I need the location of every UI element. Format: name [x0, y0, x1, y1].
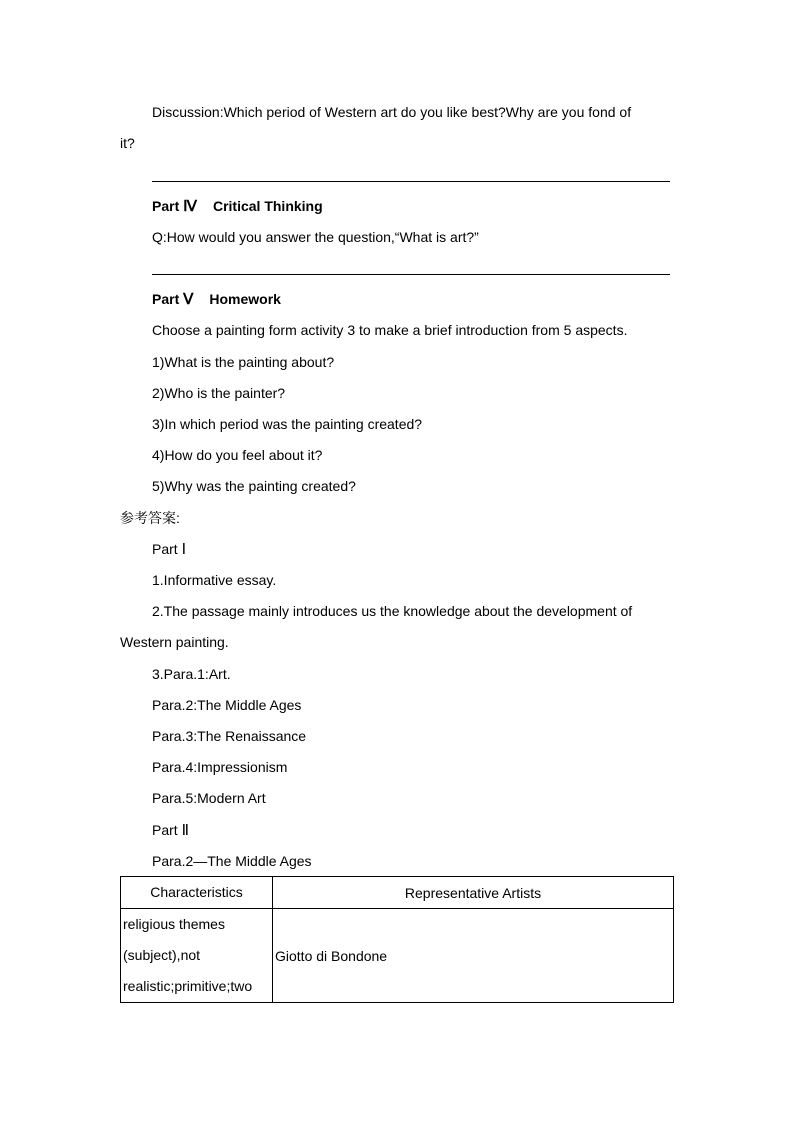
answer-line	[152, 274, 670, 275]
homework-item: 4)How do you feel about it?	[152, 447, 323, 463]
answer-line	[152, 181, 670, 182]
part-title: Homework	[209, 291, 281, 307]
answer-2-line1: 2.The passage mainly introduces us the knowledge about the development of	[152, 603, 633, 619]
answer-3-item: Para.5:Modern Art	[152, 790, 266, 806]
part4-heading	[152, 197, 323, 216]
part-numeral: Ⅱ	[181, 823, 189, 839]
part-title: Critical Thinking	[212, 198, 323, 214]
part-numeral: Ⅰ	[181, 542, 187, 558]
cell-line: realistic;primitive;two	[123, 978, 253, 994]
part5-heading	[152, 290, 281, 309]
part4-question: Q:How would you answer the question,“What is art?”	[152, 229, 479, 245]
part1-heading	[152, 540, 186, 559]
part-label: Part	[152, 198, 180, 214]
part-label: Part	[152, 291, 180, 307]
part-numeral: Ⅳ	[183, 199, 197, 215]
answer-1: 1.Informative essay.	[152, 572, 277, 588]
answer-2-line2: Western painting.	[120, 634, 229, 650]
answer-3-item: 3.Para.1:Art.	[152, 666, 231, 682]
middle-ages-table	[120, 876, 674, 1003]
header-artists: Representative Artists	[273, 877, 674, 909]
table-header-row	[121, 877, 674, 909]
cell-line: religious themes	[123, 916, 225, 932]
para2-title: Para.2—The Middle Ages	[152, 853, 312, 869]
answer-3-item: Para.2:The Middle Ages	[152, 697, 302, 713]
answer-3-item: Para.3:The Renaissance	[152, 728, 307, 744]
homework-item: 1)What is the painting about?	[152, 354, 335, 370]
answers-heading: 参考答案:	[120, 510, 180, 526]
discussion-line1: Discussion:Which period of Western art do you like best?Why are you fond of	[152, 104, 632, 120]
part2-heading	[152, 821, 189, 840]
table-row	[121, 909, 674, 1003]
homework-intro: Choose a painting form activity 3 to make a brief introduction from 5 aspects.	[152, 322, 628, 338]
cell-line: (subject),not	[123, 947, 201, 963]
header-characteristics: Characteristics	[121, 877, 273, 909]
homework-item: 3)In which period was the painting created?	[152, 416, 423, 432]
cell-artists: Giotto di Bondone	[273, 909, 674, 1003]
discussion-line2: it?	[120, 135, 135, 151]
cell-characteristics	[121, 909, 273, 1003]
part-numeral: Ⅴ	[183, 292, 194, 308]
part-label: Part	[152, 541, 178, 557]
part-label: Part	[152, 822, 178, 838]
homework-item: 2)Who is the painter?	[152, 385, 286, 401]
homework-item: 5)Why was the painting created?	[152, 478, 356, 494]
answer-3-item: Para.4:Impressionism	[152, 759, 288, 775]
